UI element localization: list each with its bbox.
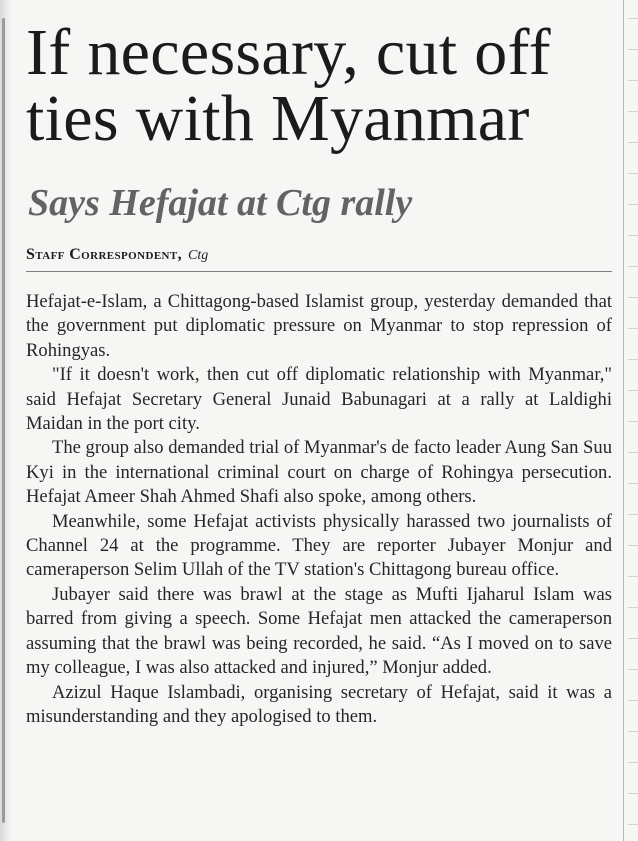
paragraph: "If it doesn't work, then cut off diplomatic relationship with Myanmar," said Hefajat Secretary General Junaid Babunagari at a rally at Laldighi Maidan in the port city. <box>26 364 612 435</box>
byline <box>26 245 208 266</box>
byline-author: Staff Correspondent, <box>26 246 183 263</box>
byline-location: Ctg <box>188 248 209 263</box>
article-body <box>26 290 612 729</box>
headline: If necessary, cut off ties with Myanmar <box>26 16 551 155</box>
page-fold-edge <box>0 0 12 841</box>
paragraph: Hefajat-e-Islam, a Chittagong-based Islamist group, yesterday demanded that the government put diplomatic pressure on Myanmar to stop repression of Rohingyas. <box>26 291 612 361</box>
adjacent-column-fragment <box>628 0 638 841</box>
column-rule <box>623 0 624 841</box>
byline-rule <box>26 271 612 272</box>
paragraph: Azizul Haque Islambadi, organising secretary of Hefajat, said it was a misunderstanding and they apologised to them. <box>26 681 612 727</box>
paragraph: The group also demanded trial of Myanmar's de facto leader Aung San Suu Kyi in the international criminal court on charge of Rohingya persecution. Hefajat Ameer Shah Ahmed Shafi also spoke, among others. <box>26 437 612 508</box>
subheadline: Says Hefajat at Ctg rally <box>28 182 413 224</box>
paragraph: Meanwhile, some Hefajat activists physically harassed two journalists of Channel 24 at the programme. They are reporter Jubayer Monjur and cameraperson Selim Ullah of the TV station's Chittagong bureau office. <box>26 510 612 581</box>
paragraph: Jubayer said there was brawl at the stage as Mufti Ijaharul Islam was barred from giving a speech. Some Hefajat men attacked the cameraperson assuming that the brawl was being recorded, he said. “As I moved on to save my colleague, I was also attacked and injured,” Monjur added. <box>26 583 612 679</box>
